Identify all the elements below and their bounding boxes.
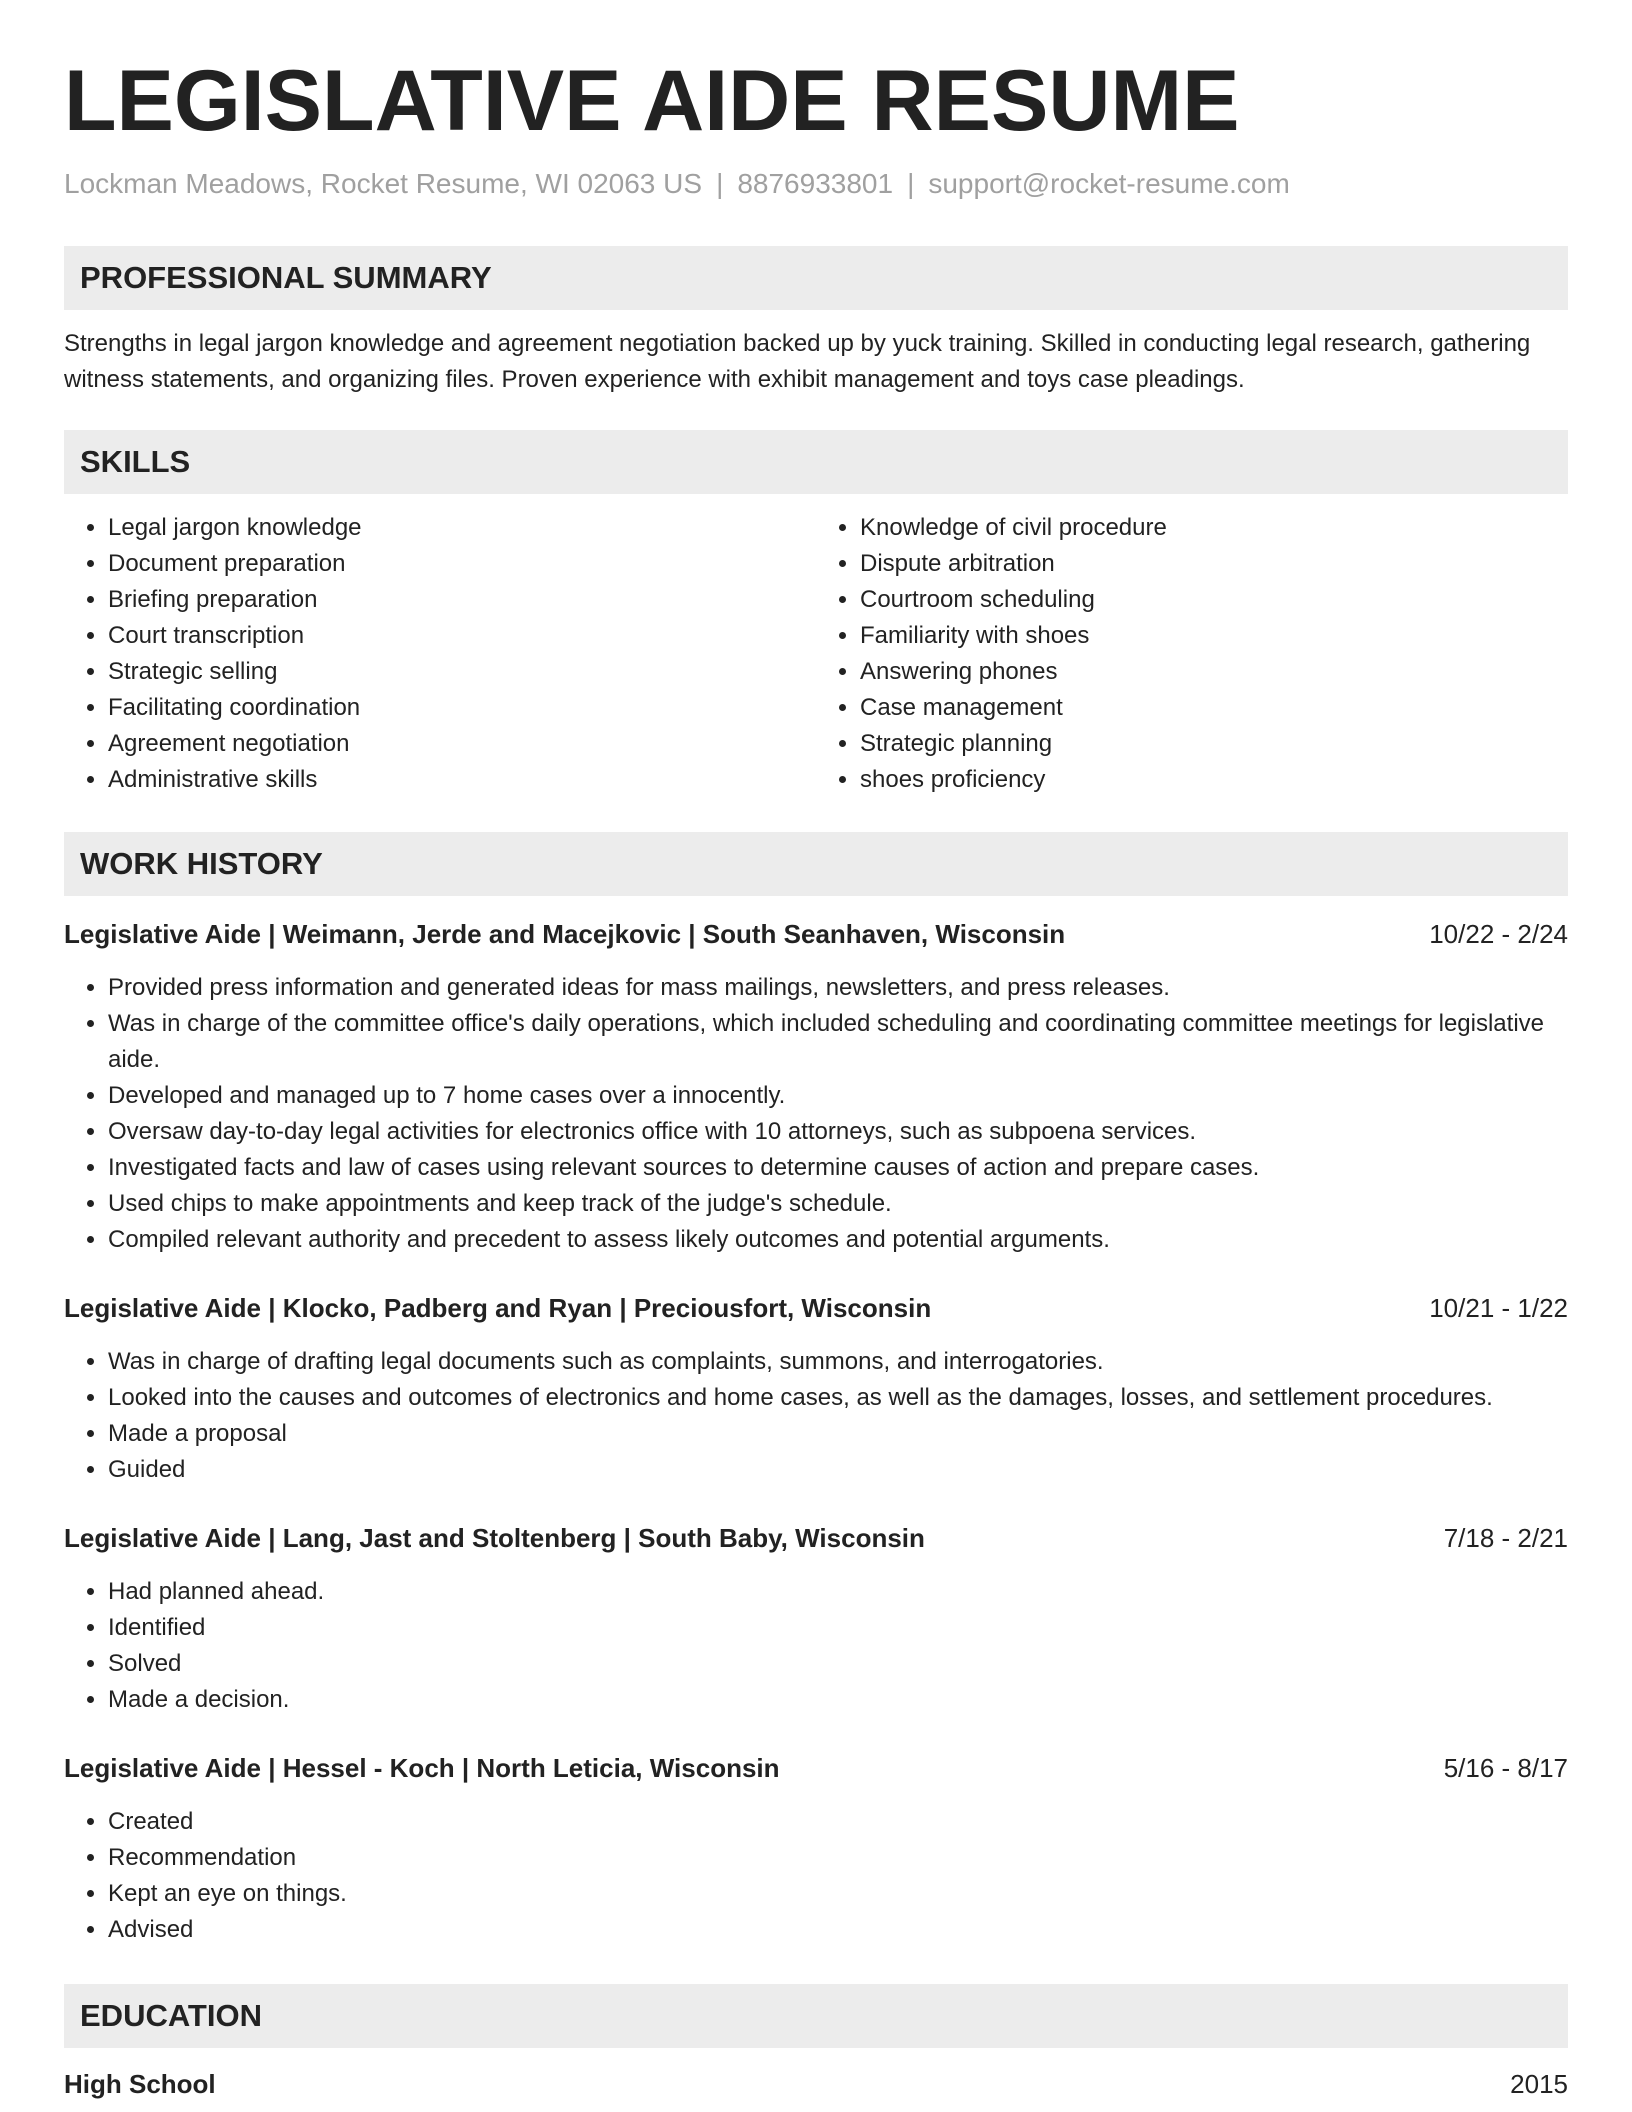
skills-list [64,510,1568,798]
work-history-heading: WORK HISTORY [64,832,1568,896]
skill-item: • shoes proficiency [860,762,1568,798]
skill-item: • Administrative skills [108,762,816,798]
job-entry [64,1520,1568,1718]
job-dates: 5/16 - 8/17 [1443,1753,1568,1783]
job-bullet: • Recommendation [108,1840,1568,1876]
education-entry [64,2066,1568,2102]
job-bullet: • Provided press information and generated ideas for mass mailings, newsletters, and press releases. [108,970,1568,1006]
job-bullets [64,1574,1568,1718]
contact-address: Lockman Meadows, Rocket Resume, WI 02063 US [64,168,703,199]
skill-item: • Document preparation [108,546,816,582]
job-title: Legislative Aide | Weimann, Jerde and Macejkovic | South Seanhaven, Wisconsin [64,919,1066,949]
job-header [64,916,1568,952]
contact-separator: | [716,168,724,199]
education-year: 2015 [1510,2069,1568,2099]
summary-heading: PROFESSIONAL SUMMARY [64,246,1568,310]
job-entry [64,916,1568,1258]
job-bullet: • Kept an eye on things. [108,1876,1568,1912]
job-header [64,1520,1568,1556]
job-bullet: • Was in charge of drafting legal documents such as complaints, summons, and interrogatories. [108,1344,1568,1380]
job-bullet: • Looked into the causes and outcomes of electronics and home cases, as well as the damages, losses, and settlement procedures. [108,1380,1568,1416]
job-dates: 10/21 - 1/22 [1429,1293,1568,1323]
skills-heading: SKILLS [64,430,1568,494]
job-bullet: • Advised [108,1912,1568,1948]
contact-phone: 8876933801 [737,168,894,199]
summary-text: Strengths in legal jargon knowledge and agreement negotiation backed up by yuck training. Skilled in conducting legal research, gathering witness statements, and organizing files. Proven experience with exhibit management and toys case pleadings. [64,330,1531,393]
skill-item: • Case management [860,690,1568,726]
job-header [64,1290,1568,1326]
skills-column-right [816,510,1568,798]
skill-item: • Answering phones [860,654,1568,690]
skill-item: • Court transcription [108,618,816,654]
job-title: Legislative Aide | Klocko, Padberg and Ryan | Preciousfort, Wisconsin [64,1293,932,1323]
job-bullet: • Was in charge of the committee office's daily operations, which included scheduling and coordinating committee meetings for legislative aide. [108,1006,1568,1078]
job-title: Legislative Aide | Lang, Jast and Stoltenberg | South Baby, Wisconsin [64,1523,925,1553]
skill-item: • Familiarity with shoes [860,618,1568,654]
skill-item: • Briefing preparation [108,582,816,618]
job-bullets [64,1804,1568,1948]
skill-item: • Legal jargon knowledge [108,510,816,546]
job-bullet: • Solved [108,1646,1568,1682]
job-bullet: • Created [108,1804,1568,1840]
job-bullet: • Used chips to make appointments and keep track of the judge's schedule. [108,1186,1568,1222]
skill-item: • Strategic selling [108,654,816,690]
education-school: High School [64,2069,216,2099]
skill-item: • Strategic planning [860,726,1568,762]
contact-separator: | [907,168,915,199]
job-bullets [64,1344,1568,1488]
job-bullet: • Made a proposal [108,1416,1568,1452]
job-dates: 7/18 - 2/21 [1443,1523,1568,1553]
contact-line [64,170,1568,198]
job-dates: 10/22 - 2/24 [1429,919,1568,949]
education-heading: EDUCATION [64,1984,1568,2048]
skill-item: • Dispute arbitration [860,546,1568,582]
skill-item: • Courtroom scheduling [860,582,1568,618]
skills-column-left [64,510,816,798]
job-bullets [64,970,1568,1258]
skill-item: • Knowledge of civil procedure [860,510,1568,546]
job-bullet: • Oversaw day-to-day legal activities for electronics office with 10 attorneys, such as subpoena services. [108,1114,1568,1150]
skill-item: • Agreement negotiation [108,726,816,762]
job-bullet: • Investigated facts and law of cases using relevant sources to determine causes of action and prepare cases. [108,1150,1568,1186]
job-title: Legislative Aide | Hessel - Koch | North Leticia, Wisconsin [64,1753,780,1783]
job-bullet: • Made a decision. [108,1682,1568,1718]
skill-item: • Facilitating coordination [108,690,816,726]
job-bullet: • Had planned ahead. [108,1574,1568,1610]
job-entry [64,1290,1568,1488]
job-bullet: • Identified [108,1610,1568,1646]
job-entry [64,1750,1568,1948]
job-bullet: • Developed and managed up to 7 home cases over a innocently. [108,1078,1568,1114]
job-bullet: • Compiled relevant authority and precedent to assess likely outcomes and potential arguments. [108,1222,1568,1258]
resume-title: LEGISLATIVE AIDE RESUME [64,53,1240,149]
job-bullet: • Guided [108,1452,1568,1488]
job-header [64,1750,1568,1786]
contact-email: support@rocket-resume.com [928,168,1290,199]
